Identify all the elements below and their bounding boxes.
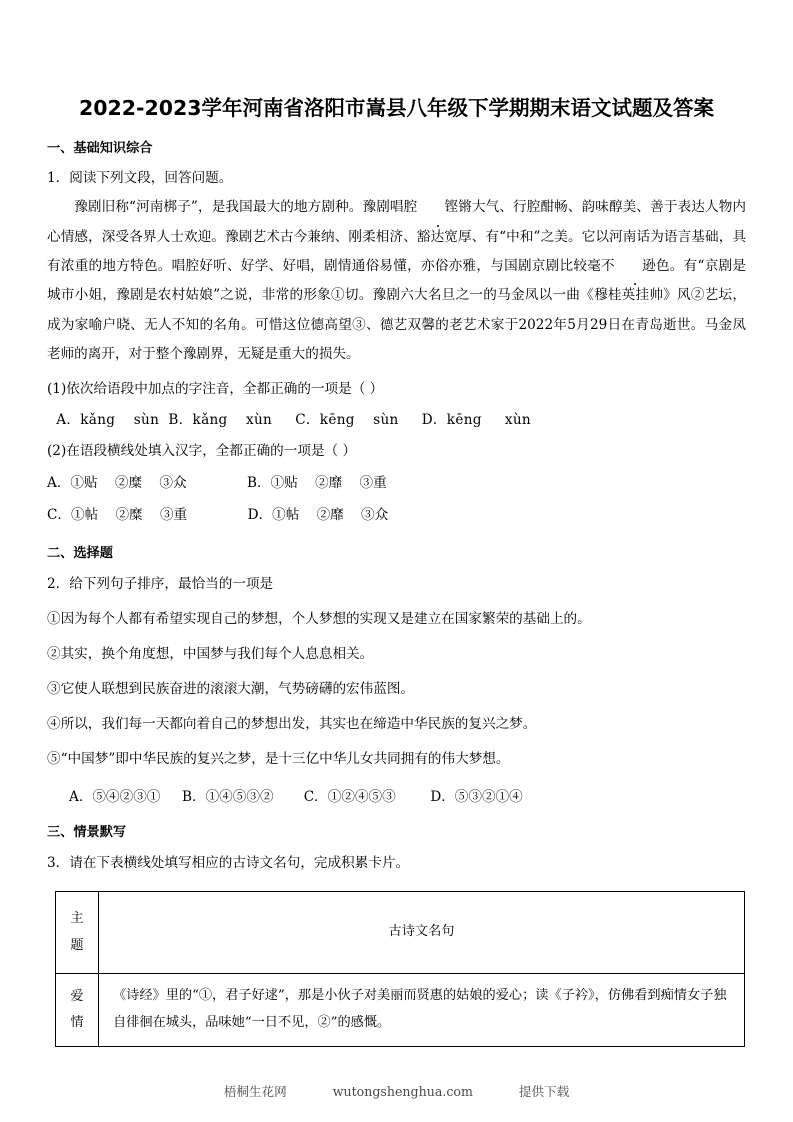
sequence-item-5: ⑤“中国梦”即中华民族的复兴之梦，是十三亿中华儿女共同拥有的伟大梦想。	[47, 751, 510, 768]
theme-char-1: 爱	[70, 988, 84, 1004]
table-cell-theme	[56, 974, 99, 1047]
section-heading-2: 二、选择题	[47, 546, 113, 562]
poem-memorization-table	[55, 891, 745, 1047]
table-cell-content: 《诗经》里的“①，君子好逑”，那是小伙子对美丽而贤惠的姑娘的爱心；读《子衿》，仿佛看到痴情女子独自徘徊在城头，品味她“一日不见，②”的感慨。	[99, 974, 745, 1047]
page-title: 2022-2023学年河南省洛阳市嵩县八年级下学期期末语文试题及答案	[78, 96, 715, 120]
footer-site-name: 梧桐生花网	[223, 1084, 287, 1099]
sequence-item-2: ②其实，换个角度想，中国梦与我们每个人息息相关。	[47, 646, 374, 663]
table-header-content: 古诗文名句	[99, 892, 745, 974]
question-2-stem: 2．给下列句子排序，最恰当的一项是	[47, 576, 274, 593]
table-header-row	[56, 892, 745, 974]
section-heading-3: 三、情景默写	[47, 825, 127, 841]
table-row	[56, 974, 745, 1047]
passage-part-2: 锵大气、行腔酣畅、韵味醇美、善于表达人物内心情感，深受各界人士欢迎。豫剧艺术古今兼纳、刚柔相济、豁达宽厚、有“中和”之美。它以河南话为语言基础，具有浓重的地方特色。唱腔好听、好学、好唱，剧情通俗易懂，亦俗亦雅，与国剧京剧比较毫不	[47, 199, 746, 275]
sub-question-1-prompt: (1)依次给语段中加点的字注音，全都正确的一项是（ ）	[47, 380, 384, 397]
sub-question-1-options[interactable]: A．kǎng sùn B．kǎng xùn C．kēng sùn D．kēng xùn	[47, 412, 531, 429]
sequence-item-4: ④所以，我们每一天都向着自己的梦想出发，其实也在缔造中华民族的复兴之梦。	[47, 716, 537, 733]
table-header-theme	[56, 892, 99, 974]
question-2-options[interactable]: A．⑤④②③① B．①④⑤③② C．①②④⑤③ D．⑤③②①④	[69, 789, 523, 806]
footer-note: 提供下载	[518, 1084, 570, 1099]
sub-question-2-options-row-1[interactable]: A．①贴 ②糜 ③众 B．①贴 ②靡 ③重	[47, 474, 387, 491]
sub-question-2-prompt: (2)在语段横线处填入汉字，全都正确的一项是（ ）	[47, 443, 357, 460]
footer-site-url[interactable]: wutongshenghua.com	[332, 1084, 473, 1099]
question-1-passage	[47, 189, 746, 369]
passage-part-1: 豫剧旧称“河南梆子”，是我国最大的地方剧种。豫剧唱腔	[74, 199, 418, 216]
theme-header-char-1: 主	[70, 911, 84, 927]
emphasis-char-keng: 铿	[417, 193, 458, 222]
page-footer	[0, 1081, 793, 1100]
sequence-item-1: ①因为每个人都有希望实现自己的梦想，个人梦想的实现又是建立在国家繁荣的基础上的。	[47, 611, 591, 628]
question-1-stem: 1．阅读下列文段，回答问题。	[47, 170, 233, 187]
question-3-stem: 3．请在下表横线处填写相应的古诗文名句，完成积累卡片。	[47, 855, 410, 871]
theme-header-char-2: 题	[70, 937, 84, 953]
sequence-item-3: ③它使人联想到民族奋进的滚滚大潮，气势磅礴的宏伟蓝图。	[47, 681, 415, 698]
section-heading-1: 一、基础知识综合	[47, 140, 153, 156]
theme-char-2: 情	[70, 1015, 84, 1031]
emphasis-char-xun: 逊	[615, 252, 656, 281]
passage-part-3: 色。有“京剧是城市小姐，豫剧是农村姑娘”之说，非常的形象①切。豫剧六大名旦之一的马金凤以一曲《穆桂英挂帅》风②艺坛，成为家喻户晓、无人不知的名角。可惜这位德高望③、德艺双馨的老艺术家于2022年5月29日在青岛逝世。马金凤老师的离开，对于整个豫剧界，无疑是重大的损失。	[47, 258, 747, 363]
sub-question-2-options-row-2[interactable]: C．①帖 ②糜 ③重 D．①帖 ②靡 ③众	[47, 506, 389, 523]
